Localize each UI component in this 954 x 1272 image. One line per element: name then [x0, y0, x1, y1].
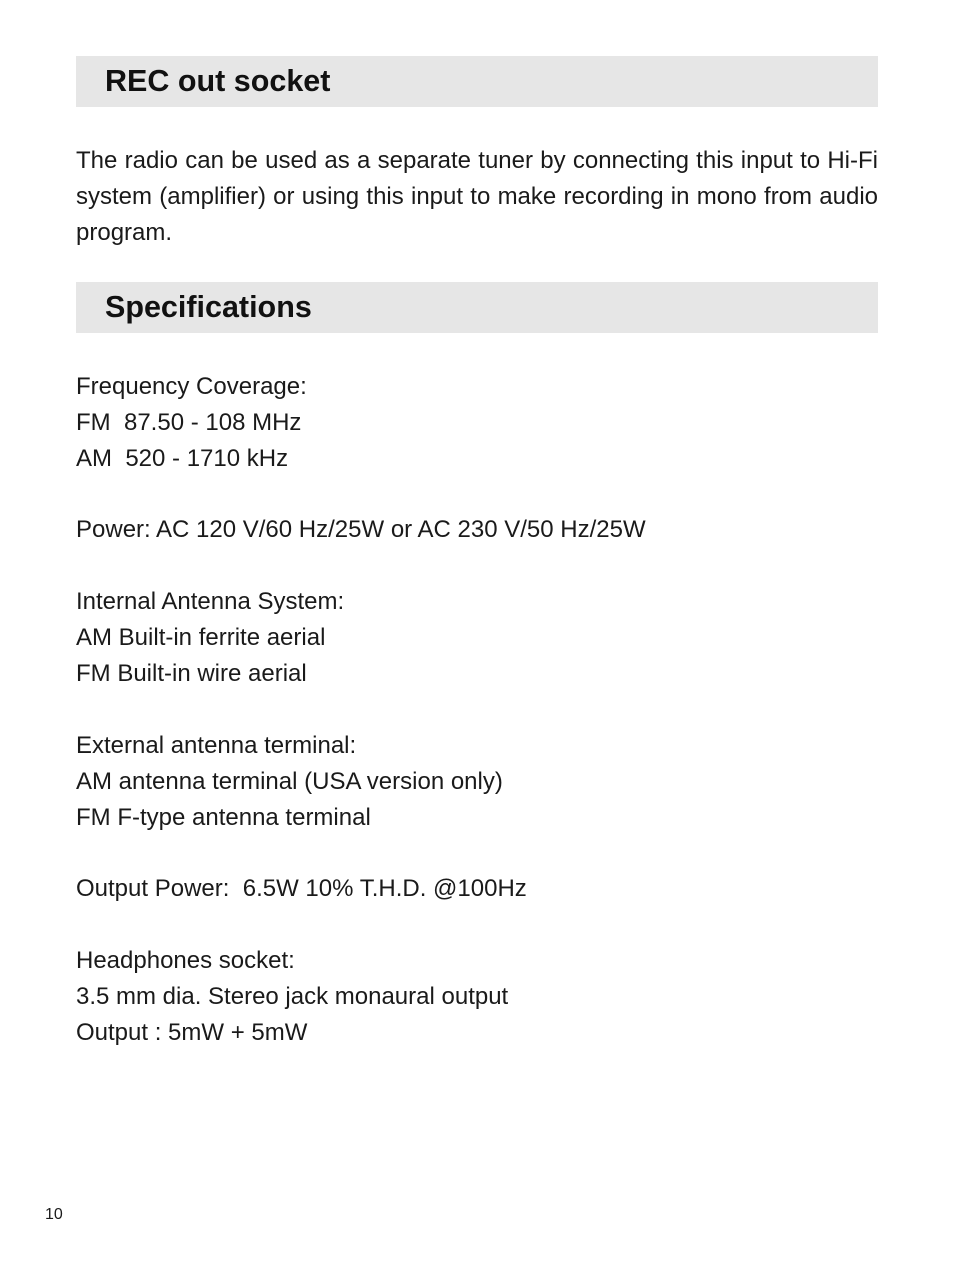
power-spec: Power: AC 120 V/60 Hz/25W or AC 230 V/50 Hz/25W [76, 516, 646, 543]
external-antenna-am: AM antenna terminal (USA version only) [76, 768, 503, 795]
specifications-header [76, 282, 878, 333]
internal-antenna-fm: FM Built-in wire aerial [76, 660, 307, 687]
output-power-spec: Output Power: 6.5W 10% T.H.D. @100Hz [76, 875, 527, 902]
frequency-am-range: AM 520 - 1710 kHz [76, 445, 289, 472]
rec-out-socket-heading: REC out socket [105, 64, 331, 98]
external-antenna-fm: FM F-type antenna terminal [76, 804, 371, 831]
headphones-socket-label: Headphones socket: [76, 947, 295, 974]
frequency-fm-range: FM 87.50 - 108 MHz [76, 409, 302, 436]
specifications-heading: Specifications [105, 290, 312, 324]
internal-antenna-label: Internal Antenna System: [76, 588, 345, 615]
rec-out-socket-header [76, 56, 878, 107]
frequency-coverage-label: Frequency Coverage: [76, 373, 307, 400]
headphones-output-spec: Output : 5mW + 5mW [76, 1019, 308, 1046]
internal-antenna-am: AM Built-in ferrite aerial [76, 624, 326, 651]
rec-out-socket-paragraph: The radio can be used as a separate tuner by connecting this input to Hi-Fi system (amplifier) or using this input to make recording in mono from audio program. [76, 147, 878, 246]
page-number: 10 [45, 1206, 63, 1223]
external-antenna-label: External antenna terminal: [76, 732, 357, 759]
headphones-jack-spec: 3.5 mm dia. Stereo jack monaural output [76, 983, 509, 1010]
